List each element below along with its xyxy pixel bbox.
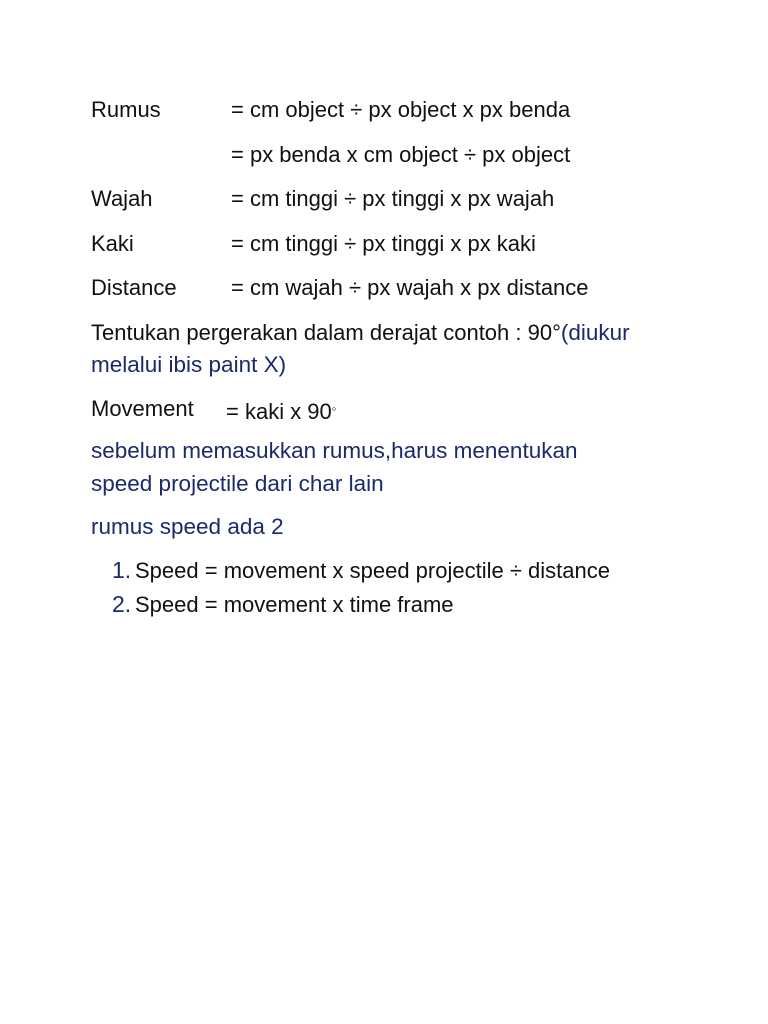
formula-label-wajah: Wajah	[91, 186, 153, 211]
degree-symbol: ◦	[331, 401, 337, 416]
formula-label-rumus: Rumus	[91, 97, 161, 122]
formula-label-kaki: Kaki	[91, 231, 134, 256]
movement-label: Movement	[91, 396, 194, 421]
list-item	[112, 591, 454, 618]
instruction-text: Tentukan pergerakan dalam derajat contoh : 90°	[91, 320, 561, 345]
list-item	[112, 557, 610, 584]
formula-value-distance: = cm wajah ÷ px wajah x px distance	[231, 275, 589, 300]
note-line-2: speed projectile dari char lain	[91, 471, 384, 496]
formula-value-wajah: = cm tinggi ÷ px tinggi x px wajah	[231, 186, 555, 211]
movement-value-line	[226, 396, 336, 425]
formula-value-kaki: = cm tinggi ÷ px tinggi x px kaki	[231, 231, 536, 256]
movement-value: = kaki x 90	[226, 399, 332, 424]
speed-heading: rumus speed ada 2	[91, 514, 284, 539]
note-line-1: sebelum memasukkan rumus,harus menentukan	[91, 438, 578, 463]
instruction-line-2: melalui ibis paint X)	[91, 352, 287, 377]
instruction-blue-suffix: (diukur	[560, 320, 630, 345]
list-number: 2.	[112, 591, 132, 617]
list-text: Speed = movement x time frame	[135, 592, 454, 617]
instruction-line-1	[91, 320, 630, 346]
list-text: Speed = movement x speed projectile ÷ distance	[135, 558, 610, 583]
formula-value-rumus-alt: = px benda x cm object ÷ px object	[231, 142, 571, 167]
formula-value-rumus: = cm object ÷ px object x px benda	[231, 97, 571, 122]
formula-label-distance: Distance	[91, 275, 177, 300]
list-number: 1.	[112, 557, 132, 583]
